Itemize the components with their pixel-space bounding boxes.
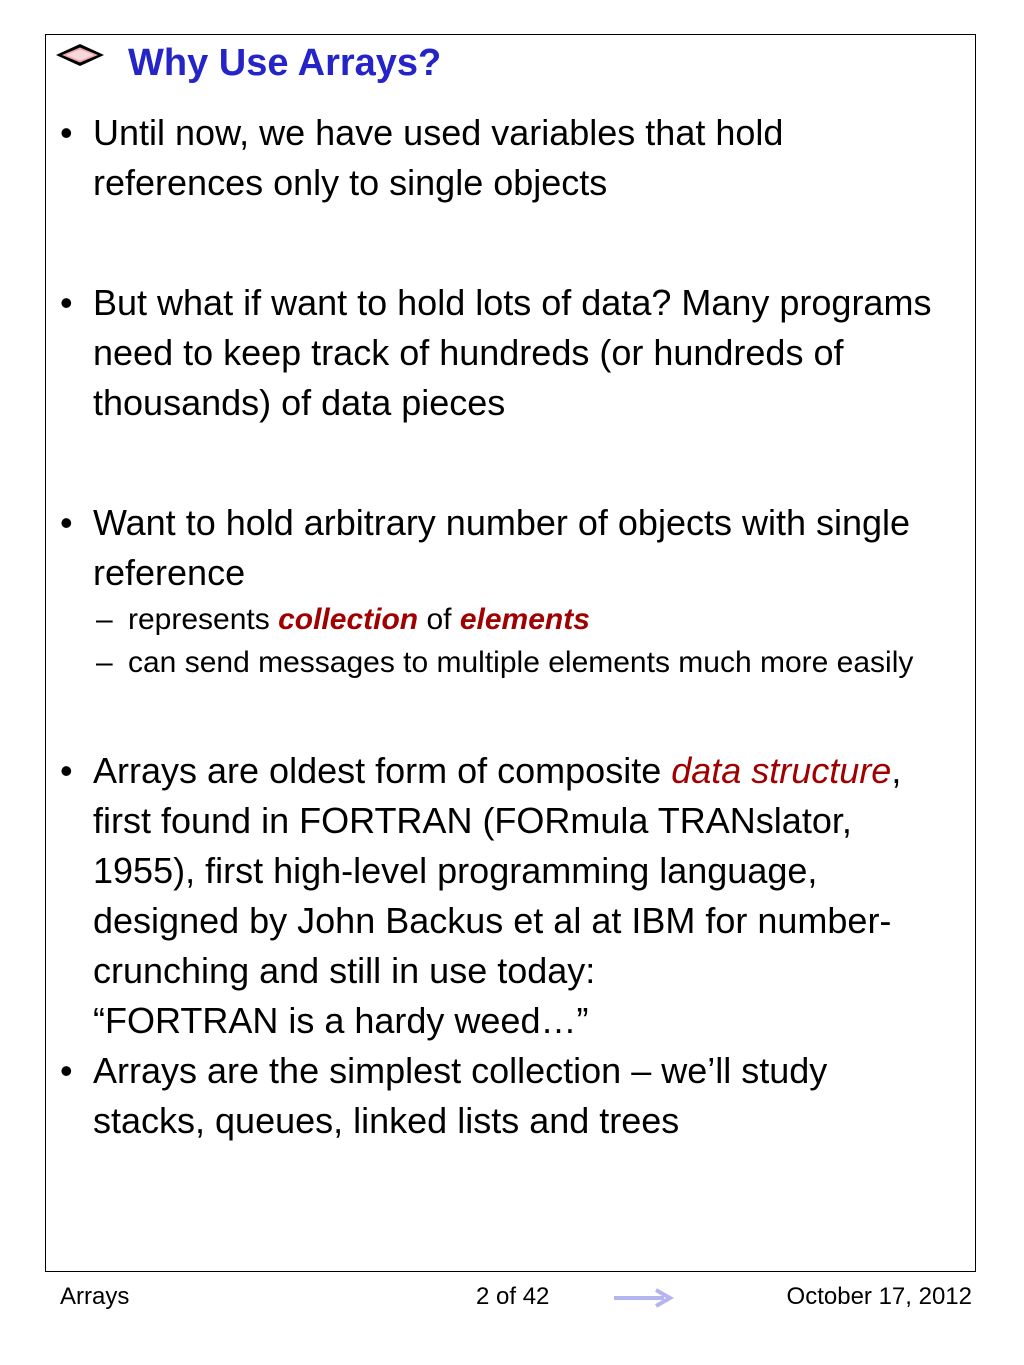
sub-bullet-text: of	[418, 603, 460, 636]
bullet-text: Arrays are the simplest collection – we’ll study stacks, queues, linked lists and trees	[93, 1050, 828, 1141]
bullet-dot: •	[60, 282, 73, 323]
bullet-text: Until now, we have used variables that hold references only to single objects	[93, 112, 784, 203]
bullet-dot: •	[60, 750, 73, 791]
bullet-text: Want to hold arbitrary number of objects with single reference	[93, 502, 911, 593]
bullet-dot: •	[60, 1050, 73, 1091]
slide-title: Why Use Arrays?	[128, 42, 442, 84]
emphasis-elements: elements	[459, 603, 590, 636]
bullet-dot: •	[60, 502, 73, 543]
bullet-item	[60, 108, 940, 208]
bullet-text: But what if want to hold lots of data? Many programs need to keep track of hundreds (or hundreds of thousands) of data pieces	[93, 282, 932, 423]
fortran-quote: “FORTRAN is a hardy weed…”	[93, 1000, 589, 1041]
diamond-bullet-icon	[54, 40, 106, 70]
emphasis-data-structure: data structure	[671, 750, 892, 791]
sub-bullet-item	[60, 598, 940, 641]
page-number: 2 of 42	[476, 1283, 550, 1310]
emphasis-collection: collection	[278, 603, 419, 636]
sub-bullet-text: can send messages to multiple elements much more easily	[128, 646, 914, 679]
bullet-text: Arrays are oldest form of composite	[93, 750, 672, 791]
bullet-item	[60, 498, 940, 598]
bullet-list	[60, 108, 940, 1146]
sub-bullet-item	[60, 641, 940, 684]
bullet-item	[60, 1046, 940, 1146]
sub-bullet-dash: –	[96, 603, 113, 636]
sub-bullet-text: represents	[128, 603, 279, 636]
footer-topic: Arrays	[60, 1283, 130, 1310]
bullet-item	[60, 746, 940, 1046]
right-arrow-icon[interactable]	[612, 1286, 674, 1310]
bullet-dot: •	[60, 112, 73, 153]
bullet-text: , first found in FORTRAN (FORmula TRANslator, 1955), first high-level programming language, designed by John Backus et al at IBM for number-crunching and still in use today:	[93, 750, 902, 991]
sub-bullet-dash: –	[96, 646, 113, 679]
bullet-item	[60, 278, 940, 428]
footer-date: October 17, 2012	[786, 1283, 972, 1310]
